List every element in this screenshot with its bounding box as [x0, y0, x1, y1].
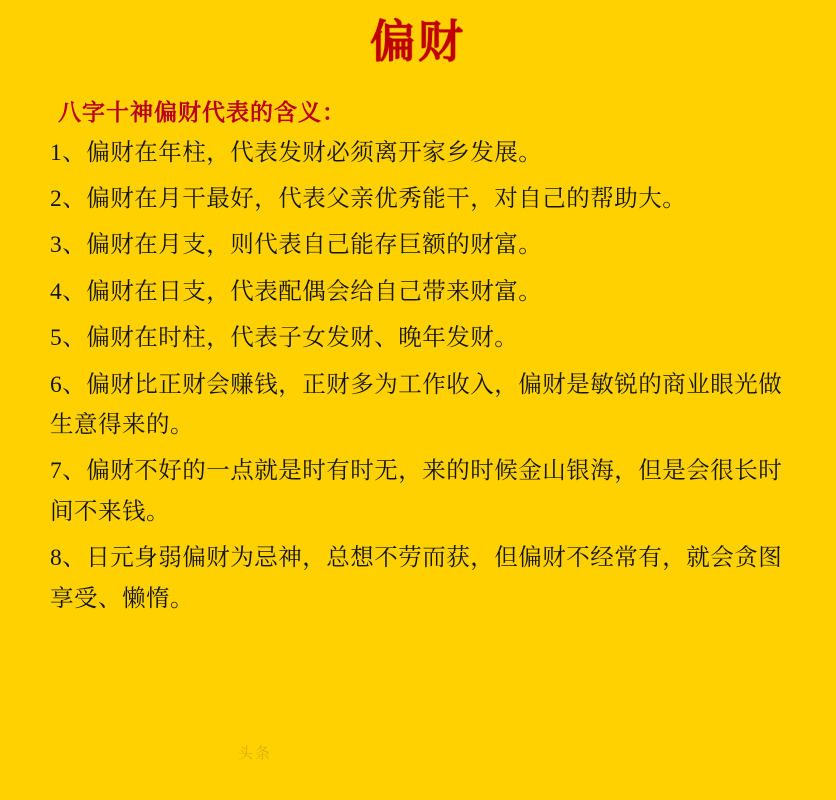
list-item: 4、偏财在日支，代表配偶会给自己带来财富。 — [50, 278, 543, 305]
watermark: 头条 — [238, 746, 273, 762]
list-item: 8、日元身弱偏财为忌神，总想不劳而获，但偏财不经常有，就会贪图享受、懒惰。 — [50, 545, 783, 612]
meaning-list — [0, 133, 836, 619]
list-item: 2、偏财在月干最好，代表父亲优秀能干，对自己的帮助大。 — [50, 185, 687, 212]
section-subtitle: 八字十神偏财代表的含义： — [58, 99, 346, 125]
list-item: 7、偏财不好的一点就是时有时无，来的时候金山银海，但是会很长时间不来钱。 — [50, 458, 783, 525]
list-item: 5、偏财在时柱，代表子女发财、晚年发财。 — [50, 325, 519, 352]
list-item: 3、偏财在月支，则代表自己能存巨额的财富。 — [50, 232, 543, 259]
list-item: 1、偏财在年柱，代表发财必须离开家乡发展。 — [50, 139, 543, 166]
list-item: 6、偏财比正财会赚钱，正财多为工作收入，偏财是敏锐的商业眼光做生意得来的。 — [50, 371, 783, 438]
page-title: 偏财 — [369, 17, 466, 67]
